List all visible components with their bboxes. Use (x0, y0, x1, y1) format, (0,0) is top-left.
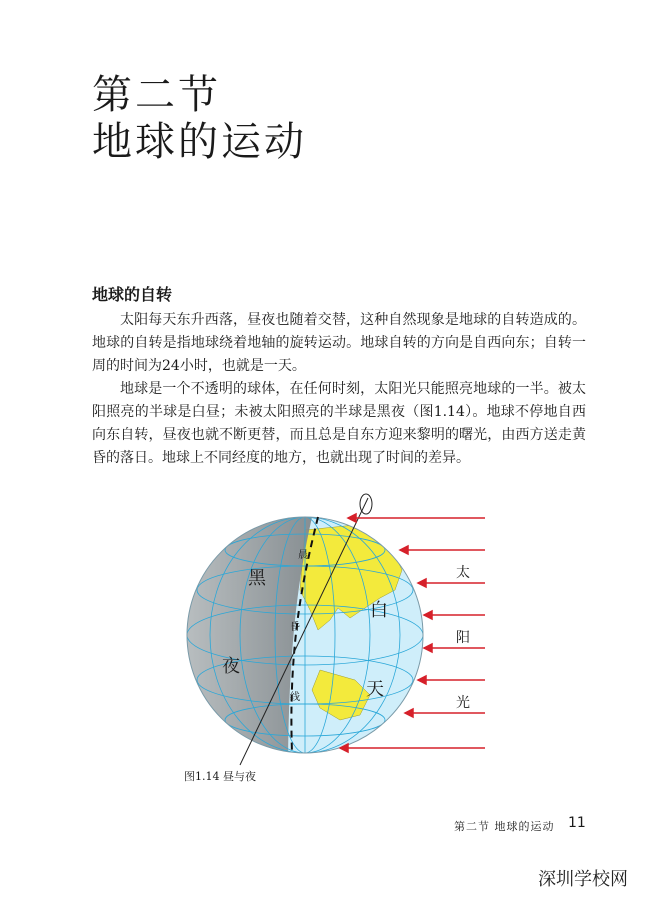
watermark: 深圳学校网 (538, 869, 628, 890)
earth-day-night-figure (180, 490, 500, 780)
day-label: 白 (370, 600, 388, 621)
sunlight-label: 太 (456, 565, 470, 581)
night-label: 夜 (222, 656, 240, 677)
figure-caption: 图1.14 昼与夜 (184, 770, 256, 783)
day-label: 天 (366, 679, 384, 700)
terminator-label: 线 (290, 692, 300, 703)
night-label: 黑 (248, 568, 266, 589)
chapter-number: 第二节 (92, 72, 221, 118)
earth-diagram (180, 490, 500, 780)
running-footer-title: 第二节 地球的运动 (454, 820, 555, 833)
paragraph: 地球是一个不透明的球体，在任何时刻，太阳光只能照亮地球的一半。被太阳照亮的半球是白昼；未被太阳照亮的半球是黑夜（图1.14）。地球不停地自西向东自转，昼夜也就不断更替，而且总是自东方迎来黎明的曙光，由西方送走黄昏的落日。地球上不同经度的地方，也就出现了时间的差异。 (92, 381, 586, 466)
terminator-label: 晨 (298, 550, 308, 561)
chapter-title (92, 72, 307, 166)
paragraph: 太阳每天东升西落，昼夜也随着交替，这种自然现象是地球的自转造成的。地球的自转是指地球绕着地轴的旋转运动。地球自转的方向是自西向东；自转一周的时间为24小时，也就是一天。 (92, 312, 586, 374)
sunlight-label: 阳 (456, 630, 470, 646)
section-heading: 地球的自转 (92, 285, 173, 304)
sunlight-label: 光 (456, 695, 470, 711)
chapter-name: 地球的运动 (92, 119, 307, 166)
rotation-arrow-icon (360, 494, 372, 514)
terminator-label: 昏 (290, 622, 300, 633)
page-number: 11 (568, 815, 586, 831)
